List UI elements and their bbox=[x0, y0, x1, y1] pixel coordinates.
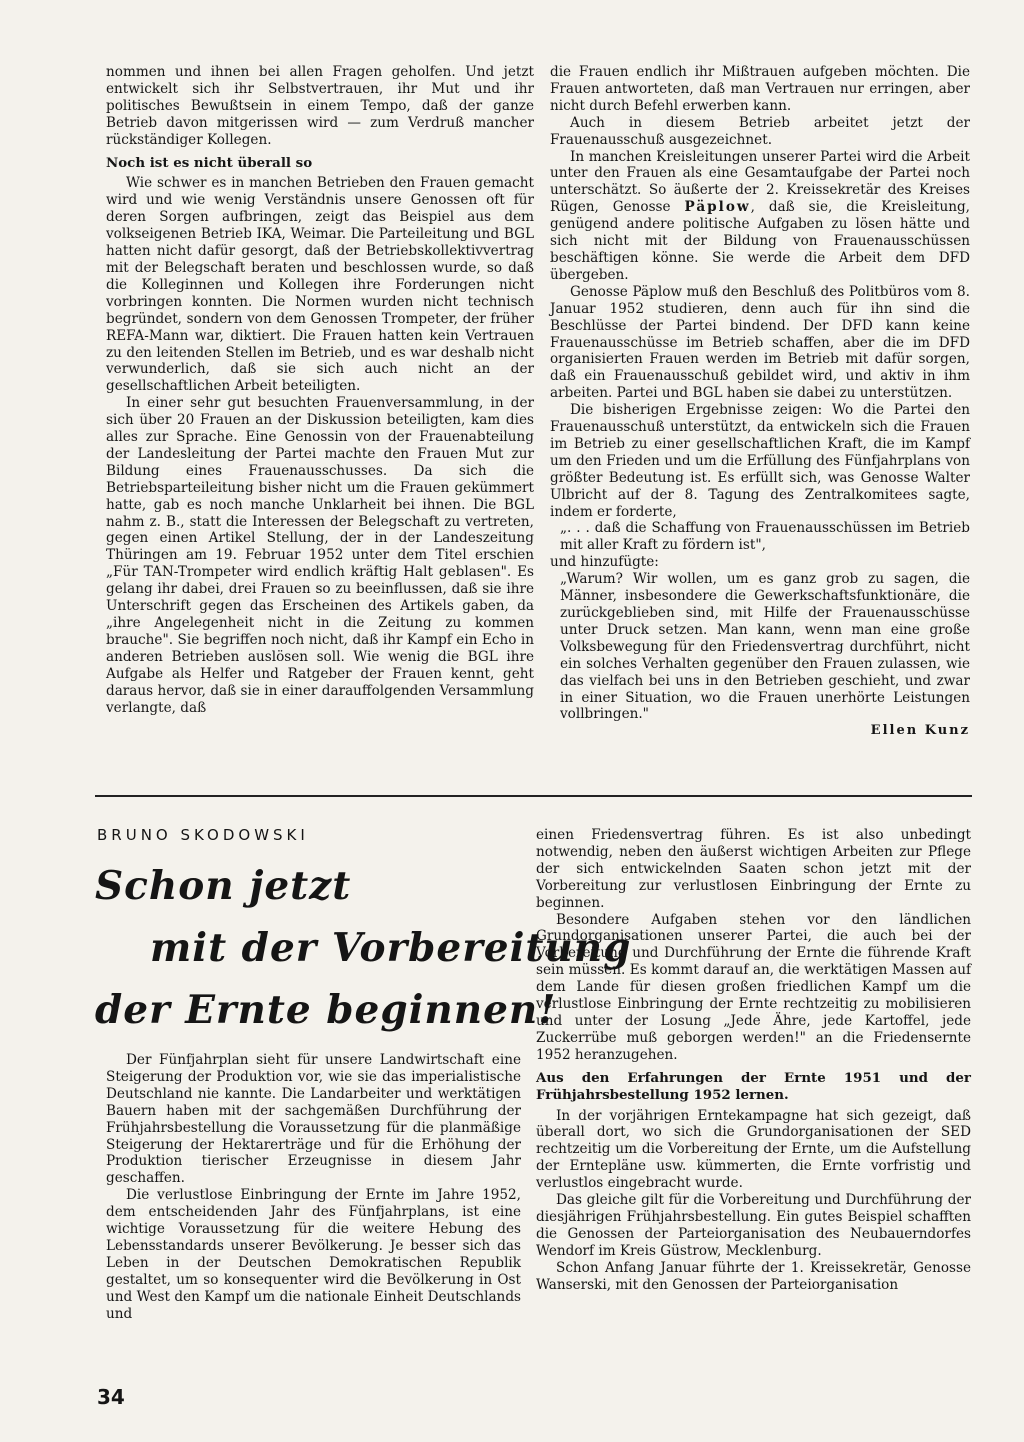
paragraph: In der vorjährigen Erntekampagne hat sich gezeigt, daß überall dort, wo sich die Grundorganisationen der SED rechtzeitig um die Vorbereitung der Ernte, um die Aufstellung der Ernteplänе usw. kümmerten, die Ernte vorfristig und verlustlos eingebracht wurde. bbox=[536, 1107, 971, 1192]
paragraph: Die verlustlose Einbringung der Ernte im Jahre 1952, dem entscheidenden Jahr des Fünfjahrplans, ist eine wichtige Voraussetzung für die weitere Hebung des Lebensstandards unserer Bevölkerung. Je besser sich das Leben in der Deutschen Demokratischen Republik gestaltet, um so konsequenter wird die Bevölkerung in Ost und West den Kampf um die nationale Einheit Deutschlands und bbox=[106, 1187, 521, 1322]
author-signature: Ellen Kunz bbox=[870, 723, 970, 739]
paragraph: Das gleiche gilt für die Vorbereitung und Durchführung der diesjährigen Frühjahrsbestellung. Ein gutes Beispiel schafften die Genossen der Parteiorganisation des Neubauerndorfes Wendorf im Kreis Güstrow, Mecklenburg. bbox=[536, 1192, 971, 1259]
paragraph: Der Fünfjahrplan sieht für unsere Landwirtschaft eine Steigerung der Produktion vor, wie sie das imperialistische Deutschland nie kannte. Die Landarbeiter und werktätigen Bauern haben mit der sachgemäßen Durchführung der Frühjahrsbestellung die Voraussetzung für die planmäßige Steigerung der Hektarerträge und für die Erhöhung der Produktion tierischer Erzeugnisse in diesem Jahr geschaffen. bbox=[106, 1052, 521, 1187]
headline-line-1: Schon jetzt bbox=[95, 863, 352, 909]
headline-line-2: mit der Vorbereitung bbox=[150, 925, 632, 971]
paragraph: nommen und ihnen bei allen Fragen geholfen. Und jetzt entwickelt sich ihr Selbstvertrauen, ihr Mut und ihr politisches Bewußtsein in einem Tempo, daß der ganze Betrieb davon mitgerissen wird — zum Verdruß mancher rückständiger Kollegen. bbox=[106, 64, 534, 148]
paragraph: Besondere Aufgaben stehen vor den ländlichen Grundorganisationen unserer Partei, die auch bei der Vorbereitung und Durchführung der Ernte die führende Kraft sein müssen. Es kommt darauf an, die werktätigen Massen auf dem Lande für diesen großen friedlichen Kampf um die verlustlose Einbringung der Ernte rechtzeitig zu mobilisieren und unter der Losung „Jede Ähre, jede Kartoffel, jede Zuckerrübe muß geborgen werden!" an die Friedensernte 1952 heranzugehen. bbox=[536, 911, 971, 1063]
headline bbox=[95, 855, 632, 1041]
quotation: „Warum? Wir wollen, um es ganz grob zu sagen, die Männer, insbesondere die Gewerkschaftsfunktionäre, die zurückgeblieben sind, mit Hilfe der Frauenausschüsse unter Druck setzen. Man kann, wenn man eine große Volksbewegung für den Friedensvertrag durchführt, nicht ein solches Verhalten gegenüber den Frauen zulassen, wie das vielfach bei uns in den Betrieben geschieht, und zwar in einer Situation, wo die Frauen unerhörte Leistungen vollbringen." bbox=[560, 571, 970, 723]
paragraph: einen Friedensvertrag führen. Es ist also unbedingt notwendig, neben den äußerst wichtigen Arbeiten zur Pflege der sich entwickelnden Saaten schon jetzt mit der Vorbereitung zur verlustlosen Einbringung der Ernte zu beginnen. bbox=[536, 827, 971, 911]
paragraph bbox=[550, 149, 970, 284]
paragraph: und hinzufügte: bbox=[550, 554, 659, 571]
section-divider bbox=[95, 795, 972, 797]
paragraph: die Frauen endlich ihr Mißtrauen aufgeben möchten. Die Frauen antworteten, daß man Vertrauen nur erringen, aber nicht durch Befehl erwerben kann. bbox=[550, 64, 970, 114]
section-heading: Aus den Erfahrungen der Ernte 1951 und der Frühjahrsbestellung 1952 lernen. bbox=[536, 1069, 971, 1103]
section-heading: Noch ist es nicht überall so bbox=[106, 154, 313, 171]
author-name: BRUNO SKODOWSKI bbox=[97, 826, 309, 844]
column-4 bbox=[536, 827, 971, 1293]
paragraph: Wie schwer es in manchen Betrieben den Frauen gemacht wird und wie wenig Verständnis unsere Genossen oft für deren Sorgen aufbringen, zeigt das Beispiel aus dem volkseigenen Betrieb IKA, Weimar. Die Parteileitung und BGL hatten nicht dafür gesorgt, daß der Betriebskollektivvertrag mit der Belegschaft beraten und beschlossen wurde, so daß die Kolleginnen und Kollegen ihre Forderungen nicht vorbringen konnten. Die Normen wurden nicht technisch begründet, sondern von dem Genossen Trompeter, der früher REFA-Mann war, diktiert. Die Frauen hatten kein Vertrauen zu den leitenden Stellen im Betrieb, und es war deshalb nicht verwunderlich, daß sie sich auch nicht an der gesellschaftlichen Arbeit beteiligten. bbox=[106, 175, 534, 395]
paragraph: Auch in diesem Betrieb arbeitet jetzt der Frauenausschuß ausgezeichnet. bbox=[550, 114, 970, 148]
page-number: 34 bbox=[97, 1385, 125, 1409]
headline-line-3: der Ernte beginnen! bbox=[95, 987, 557, 1033]
spaced-name: Päplow bbox=[684, 199, 751, 216]
column-3 bbox=[106, 1052, 521, 1323]
paragraph: Die bisherigen Ergebnisse zeigen: Wo die Partei den Frauenausschuß unterstützt, da entwickeln sich die Frauen im Betrieb zu einer gesellschaftlichen Kraft, die im Kampf um den Frieden und um die Erfüllung des Fünfjahrplans von größter Bedeutung ist. Es erfüllt sich, was Genosse Walter Ulbricht auf der 8. Tagung des Zentralkomitees sagte, indem er forderte, bbox=[550, 402, 970, 520]
text-run: , daß sie, die Kreisleitung, genügend andere politische Aufgaben zu lösen hätte und sich nicht mit der Bildung von Frauenausschüssen beschäftigen könne. Sie werde die Arbeit dem DFD übergeben. bbox=[550, 199, 970, 283]
paragraph: Schon Anfang Januar führte der 1. Kreissekretär, Genosse Wanserski, mit den Genossen der Parteiorganisation bbox=[536, 1259, 971, 1293]
column-1 bbox=[106, 64, 534, 716]
column-2 bbox=[550, 64, 970, 740]
paragraph: In einer sehr gut besuchten Frauenversammlung, in der sich über 20 Frauen an der Diskussion beteiligten, kam dies alles zur Sprache. Eine Genossin von der Frauenabteilung der Landesleitung der Partei machte den Frauen Mut zur Bildung eines Frauenausschusses. Da sich die Betriebsparteileitung bisher nicht um die Frauen gekümmert hatte, gab es noch manche Unklarheit bei ihnen. Die BGL nahm z. B., statt die Interessen der Belegschaft zu vertreten, gegen einen Artikel Stellung, der in der Landeszeitung Thüringen am 19. Februar 1952 unter dem Titel erschien „Für TAN-Trompeter wird endlich kräftig Halt geblasen". Es gelang ihr dabei, drei Frauen so zu beeinflussen, daß sie ihre Unterschrift gegen das Erscheinen des Artikels gaben, da „ihre Angelegenheit nicht in die Zeitung zu kommen brauche". Sie begriffen noch nicht, daß ihr Kampf ein Echo in anderen Betrieben auslösen soll. Wie wenig die BGL ihre Aufgabe als Helfer und Ratgeber der Frauen kennt, geht daraus hervor, daß sie in einer darauffolgenden Versammlung verlangte, daß bbox=[106, 395, 534, 716]
paragraph: Genosse Päplow muß den Beschluß des Politbüros vom 8. Januar 1952 studieren, denn auch für ihn sind die Beschlüsse der Partei bindend. Der DFD kann keine Frauenausschüsse im Betrieb schaffen, aber die im DFD organisierten Frauen werden im Betrieb mit dafür sorgen, daß ein Frauenausschuß gebildet wird, und aktiv in ihm arbeiten. Partei und BGL haben sie dabei zu unterstützen. bbox=[550, 283, 970, 402]
quotation: „. . . daß die Schaffung von Frauenausschüssen im Betrieb mit aller Kraft zu fördern ist", bbox=[560, 520, 970, 554]
text-run: In manchen Kreisleitungen unserer Partei wird die Arbeit unter den Frauen als eine Gesamtaufgabe der Partei noch unterschätzt. So äußerte der 2. Kreissekretär des Kreises Rügen, Genosse bbox=[550, 148, 970, 216]
